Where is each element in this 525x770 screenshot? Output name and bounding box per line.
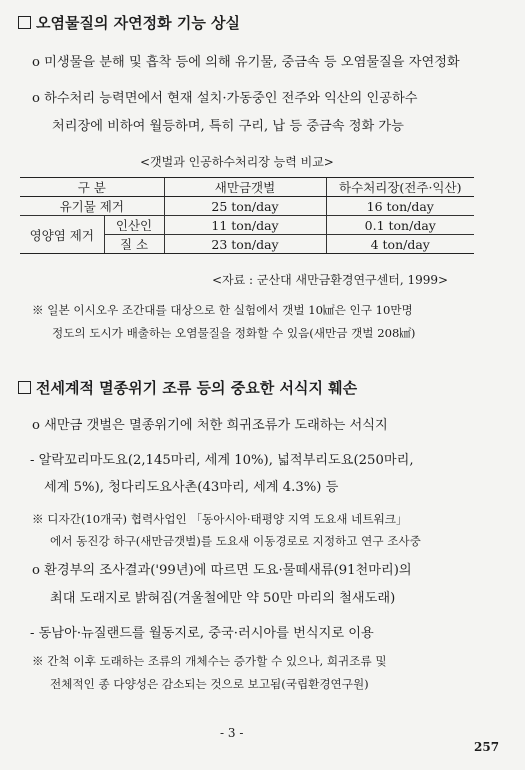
- section1-bullet2-line2: 처리장에 비하여 월등하며, 특히 구리, 납 등 중금속 정화 가능: [52, 119, 404, 134]
- row-plant-value: 4 ton/day: [326, 235, 474, 254]
- row-category: 유기물 제거: [20, 197, 164, 216]
- header-tidal-flat: 새만금갯벌: [164, 178, 326, 197]
- page-marker: - 3 -: [220, 726, 244, 740]
- section1-heading: [18, 12, 240, 33]
- section2-dash1-line2: 세계 5%), 청다리도요사촌(43마리, 세계 4.3%) 등: [44, 480, 339, 495]
- table-caption: <갯벌과 인공하수처리장 능력 비교>: [140, 155, 334, 169]
- section2-title: 전세계적 멸종위기 조류 등의 중요한 서식지 훼손: [36, 379, 358, 397]
- row-tidal-value: 25 ton/day: [164, 197, 326, 216]
- section2-bullet1: o 새만금 갯벌은 멸종위기에 처한 희귀조류가 도래하는 서식지: [32, 418, 388, 433]
- table-row: [20, 216, 474, 235]
- section1-bullet1: o 미생물을 분해 및 흡착 등에 의해 유기물, 중금속 등 오염물질을 자연정화: [32, 55, 460, 70]
- section2-note1-line1: ※ 디자간(10개국) 협력사업인 「동아시아·태평양 지역 도요새 네트워크」: [32, 512, 408, 526]
- table-source: <자료 : 군산대 새만금환경연구센터, 1999>: [212, 273, 449, 287]
- table-row: [20, 197, 474, 216]
- section2-heading: [18, 377, 357, 398]
- checkbox-square-icon: [18, 381, 31, 394]
- row-subcategory: 질 소: [104, 235, 164, 254]
- section1-note-line2: 정도의 도시가 배출하는 오염물질을 정화할 수 있음(새만금 갯벌 208㎢): [52, 326, 416, 340]
- section1-title: 오염물질의 자연정화 기능 상실: [36, 14, 241, 32]
- row-category: 영양염 제거: [20, 216, 104, 254]
- section2-dash2: - 동남아·뉴질랜드를 월동지로, 중국·러시아를 번식지로 이용: [30, 626, 374, 641]
- header-treatment-plant: 하수처리장(전주·익산): [326, 178, 474, 197]
- section2-note1-line2: 에서 동진강 하구(새만금갯벌)를 도요새 이동경로로 지정하고 연구 조사중: [50, 534, 421, 548]
- header-category: 구 분: [20, 178, 164, 197]
- row-subcategory: 인산인: [104, 216, 164, 235]
- section2-note2-line2: 전체적인 종 다양성은 감소되는 것으로 보고됨(국립환경연구원): [50, 677, 369, 691]
- section2-note2-line1: ※ 간척 이후 도래하는 조류의 개체수는 증가할 수 있으나, 희귀조류 및: [32, 654, 387, 668]
- row-tidal-value: 23 ton/day: [164, 235, 326, 254]
- section1-bullet2-line1: o 하수처리 능력면에서 현재 설치·가동중인 전주와 익산의 인공하수: [32, 91, 418, 106]
- row-plant-value: 0.1 ton/day: [326, 216, 474, 235]
- section2-dash1-line1: - 알락꼬리마도요(2,145마리, 세계 10%), 넓적부리도요(250마리,: [30, 453, 414, 468]
- comparison-table: [20, 177, 474, 254]
- section2-bullet2-line2: 최대 도래지로 밝혀짐(겨울철에만 약 50만 마리의 철새도래): [50, 591, 396, 606]
- section2-bullet2-line1: o 환경부의 조사결과('99년)에 따르면 도요·물떼새류(91천마리)의: [32, 563, 412, 578]
- row-plant-value: 16 ton/day: [326, 197, 474, 216]
- table-header-row: [20, 178, 474, 197]
- page-number: 257: [474, 740, 500, 754]
- row-tidal-value: 11 ton/day: [164, 216, 326, 235]
- checkbox-square-icon: [18, 16, 31, 29]
- section1-note-line1: ※ 일본 이시오우 조간대를 대상으로 한 실험에서 갯벌 10㎢은 인구 10만명: [32, 303, 413, 317]
